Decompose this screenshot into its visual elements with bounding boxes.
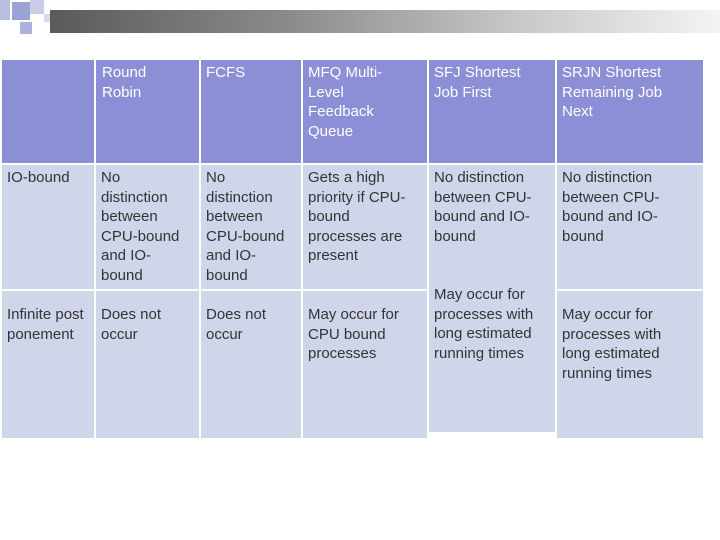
table-cell — [557, 291, 703, 438]
table-cell — [96, 291, 199, 438]
header-label: Round Robin — [102, 64, 147, 101]
cell-text: No distinction between CPU-bound and IO-bound — [101, 169, 180, 284]
header-cell-mfq — [303, 60, 427, 163]
header-label: SRJN Shortest Remaining Job Next — [562, 64, 663, 120]
decor-square — [10, 0, 32, 22]
cell-text: Gets a high priority if CPU-bound processes are present — [308, 169, 406, 264]
table-cell — [429, 285, 555, 432]
table-cell — [96, 165, 199, 289]
row-label-infinite-postponement — [2, 291, 94, 438]
cell-text: May occur for CPU bound processes — [308, 306, 399, 362]
cell-text: Does not occur — [206, 306, 267, 343]
decor-square — [20, 22, 32, 34]
cell-text: May occur for processes with long estimated running times — [562, 306, 662, 382]
row-label: Infinite postponement — [7, 306, 84, 343]
table-cell — [557, 165, 703, 289]
cell-text: No distinction between CPU-bound and IO-bound — [434, 169, 532, 245]
table-cell — [201, 291, 301, 438]
header-label: MFQ Multi-Level Feedback Queue — [308, 64, 383, 140]
header-corner-cell — [2, 60, 94, 163]
table-cell — [303, 291, 427, 438]
table-row — [2, 165, 703, 289]
cell-text: No distinction between CPU-bound and IO-bound — [206, 169, 285, 284]
table-cell — [201, 165, 301, 289]
row-label-io-bound: IO-bound — [2, 165, 94, 289]
scheduling-comparison-table — [0, 58, 705, 440]
header-cell-fcfs: FCFS — [201, 60, 301, 163]
cell-text: May occur for processes with long estimated running times — [434, 286, 534, 362]
header-cell-round-robin — [96, 60, 199, 163]
table-header-row — [2, 60, 703, 163]
cell-text: Does not occur — [101, 306, 162, 343]
table-cell — [303, 165, 427, 289]
header-cell-sfj — [429, 60, 555, 163]
table-row — [2, 291, 703, 438]
header-label: SFJ Shortest Job First — [434, 64, 521, 101]
title-bar-gradient — [50, 10, 720, 33]
header-cell-srjn — [557, 60, 703, 163]
decor-square — [30, 0, 44, 14]
table-cell — [429, 165, 555, 289]
cell-text: No distinction between CPU-bound and IO-bound — [562, 169, 660, 245]
